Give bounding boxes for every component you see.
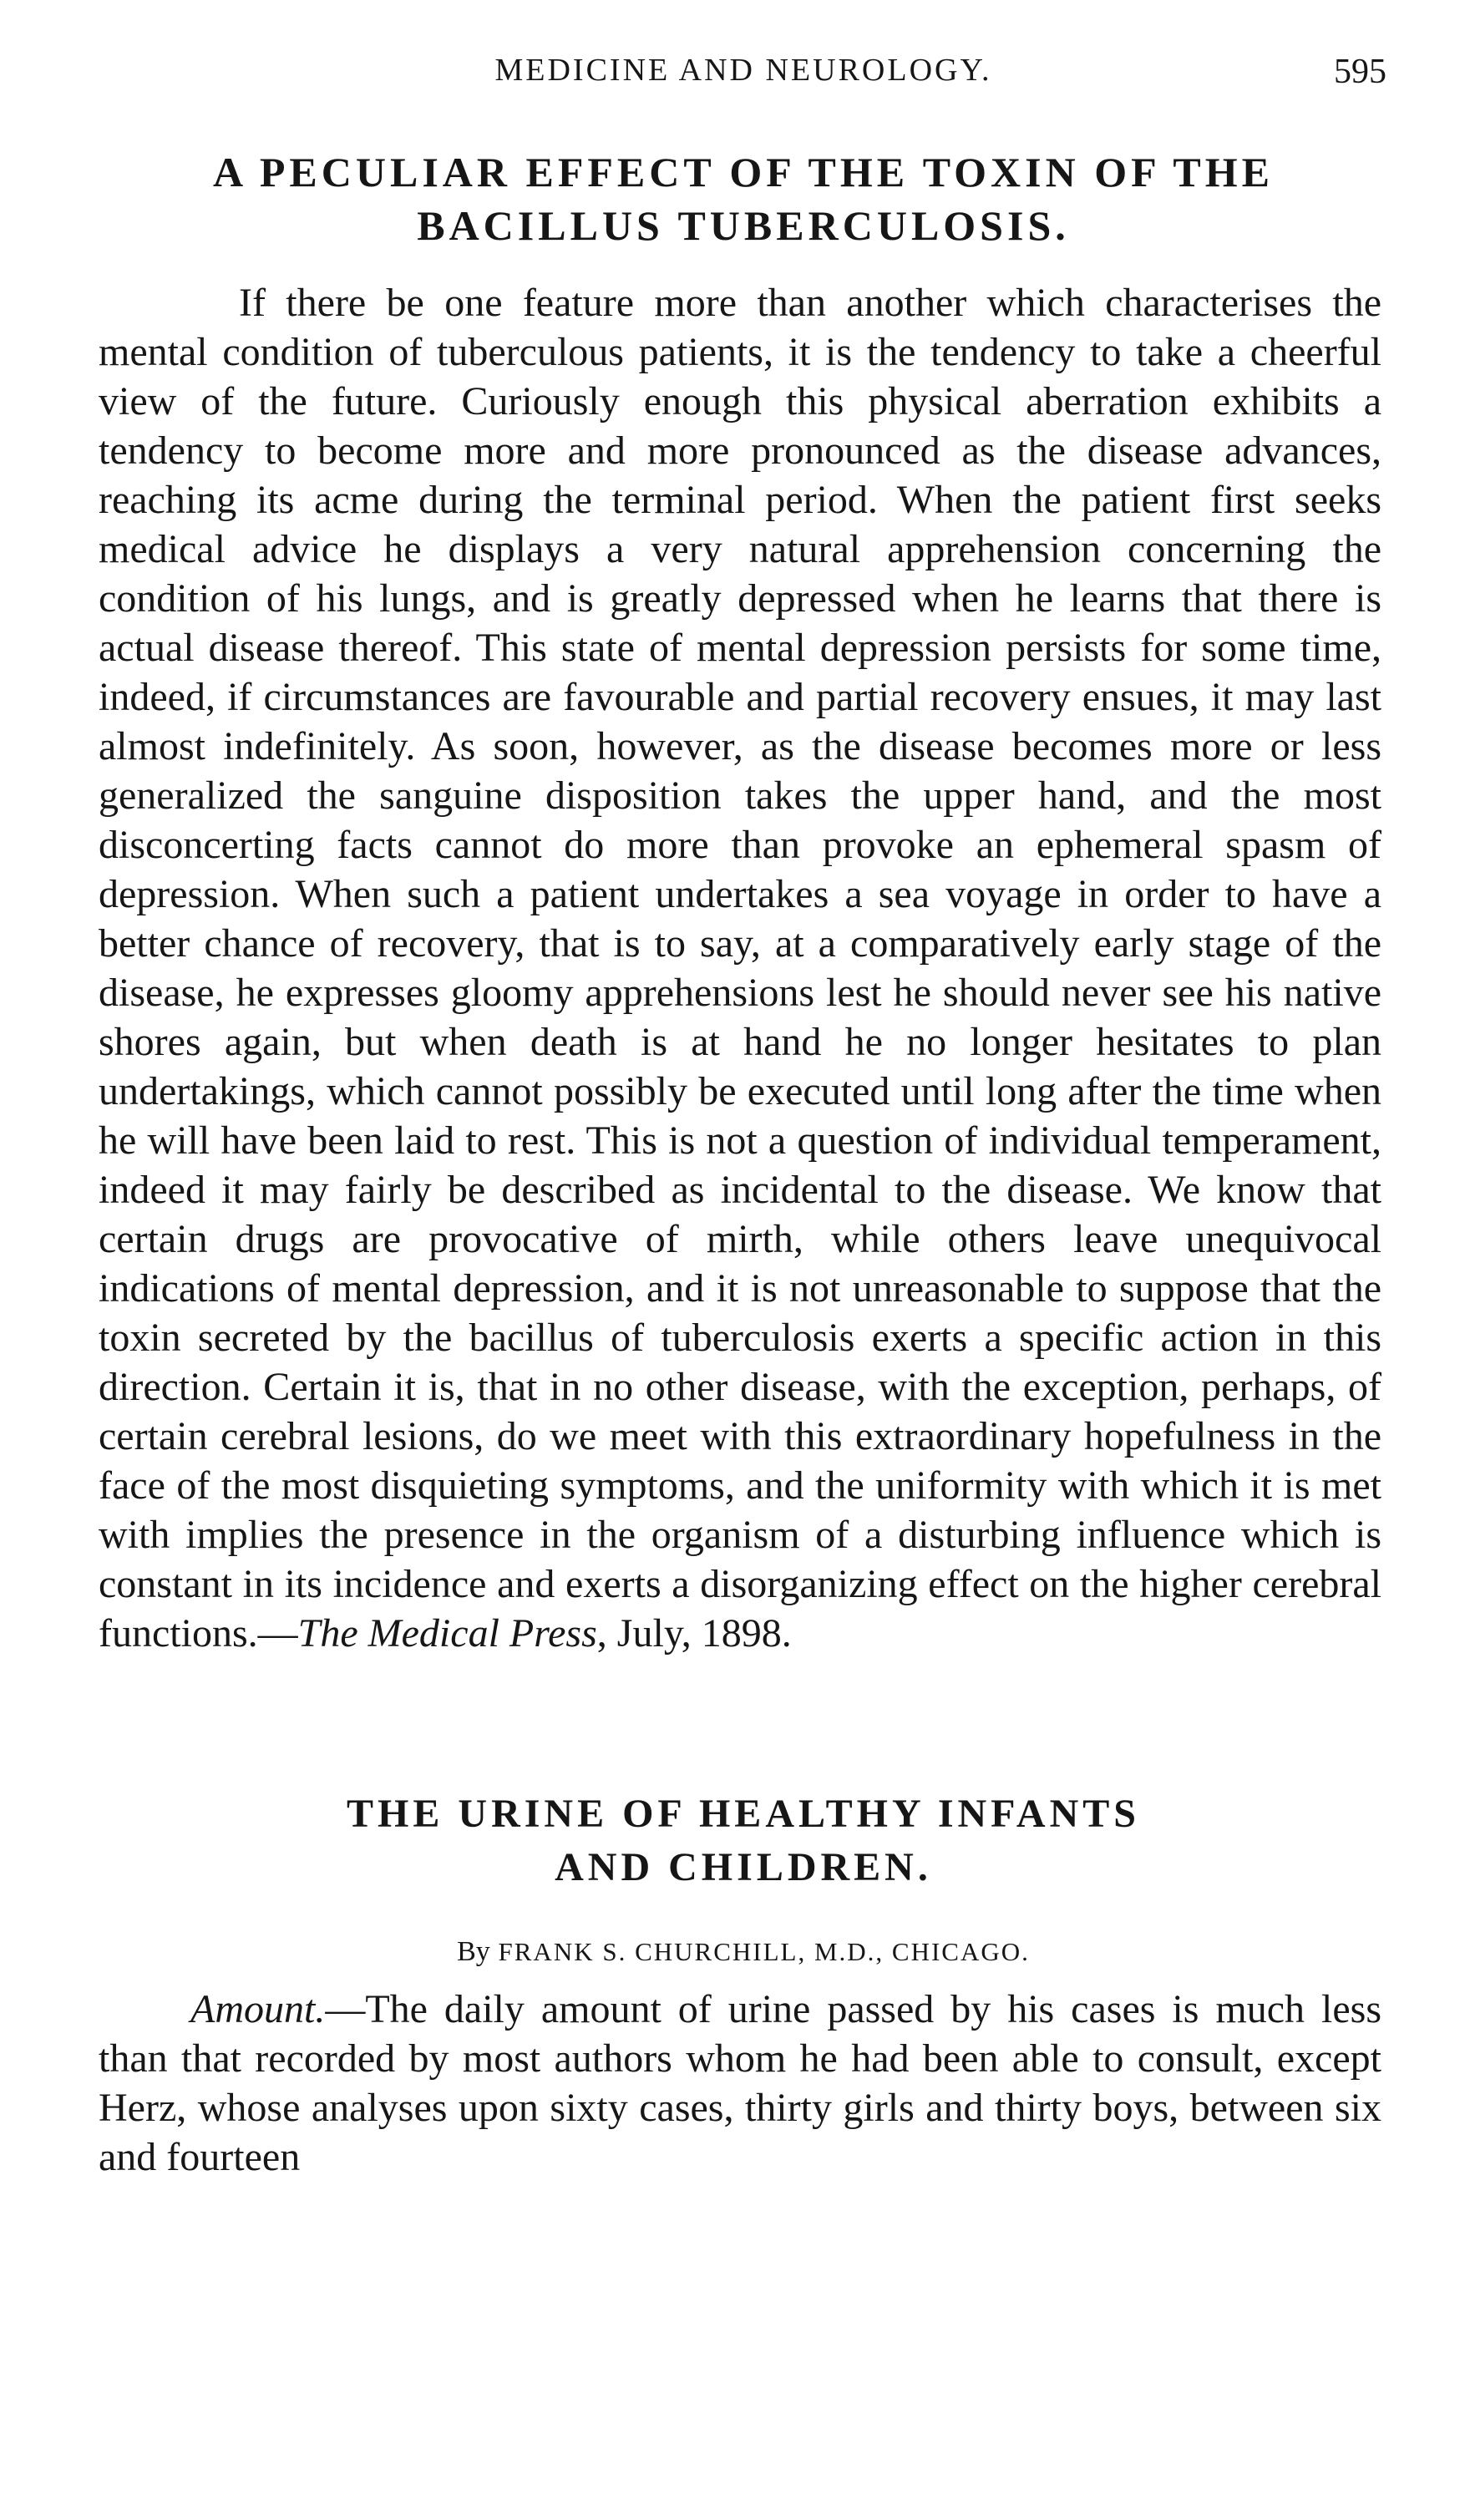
article-title-line-2: AND CHILDREN. <box>555 1845 932 1889</box>
running-head-title: MEDICINE AND NEUROLOGY. <box>494 53 992 88</box>
article-title-line-1: A PECULIAR EFFECT OF THE TOXIN OF THE <box>213 149 1274 195</box>
article-body-text: If there be one feature more than another which characterises the mental condition of tuberculous patients, it is the tendency to take a cheerful view of the future. Curiously enough this physical aberration exhibits a tendency to become more and more pronounced as the disease advances, reaching its acme during the terminal period. When the patient first seeks medical advice he displays a very natural apprehension concerning the condition of his lungs, and is greatly depressed when he learns that there is actual disease thereof. This state of mental depression persists for some time, indeed, if circumstances are favourable and partial recovery ensues, it may last almost indefinitely. As soon, however, as the disease becomes more or less generalized the sanguine disposition takes the upper hand, and the most disconcerting facts cannot do more than provoke an ephemeral spasm of depression. When such a patient undertakes a sea voyage in order to have a better chance of recovery, that is to say, at a comparatively early stage of the disease, he expresses gloomy apprehensions lest he should never see his native shores again, but when death is at hand he no longer hesitates to plan undertakings, which cannot possibly be executed until long after the time when he will have been laid to rest. This is not a question of individual temperament, indeed it may fairly be described as incidental to the disease. We know that certain drugs are provocative of mirth, while others leave unequivocal indications of mental depression, and it is not unreasonable to suppose that the toxin secreted by the bacillus of tuberculosis exerts a specific action in this direction. Certain it is, that in no other disease, with the exception, perhaps, of certain cerebral lesions, do we meet with this extraordinary hopefulness in the face of the most disquieting symptoms, and the uniformity with which it is met with implies the presence in the organism of a disturbing influence which is constant in its incidence and exerts a disorganizing effect on the higher cerebral functions.— <box>99 281 1381 1655</box>
article-body-text: —The daily amount of urine passed by his cases is much less than that recorded by most authors whom he had been able to consult, except Herz, whose analyses upon sixty cases, thirty girls and thirty boys, between six and fourteen <box>99 1987 1381 2179</box>
byline-by: By <box>457 1936 490 1967</box>
page-number: 595 <box>1334 53 1386 91</box>
article-byline <box>92 1936 1395 1968</box>
article-title-line-1: THE URINE OF HEALTHY INFANTS <box>347 1792 1140 1836</box>
article-title-line-2: BACILLUS TUBERCULOSIS. <box>417 202 1070 249</box>
citation-source: The Medical Press <box>297 1611 597 1655</box>
citation-date: , July, 1898. <box>596 1611 792 1655</box>
byline-author: FRANK S. CHURCHILL, M.D., CHICAGO. <box>498 1937 1030 1966</box>
section-label-amount: Amount. <box>190 1987 326 2031</box>
article-title-toxin <box>92 145 1395 252</box>
article-title-urine <box>92 1787 1395 1894</box>
article-body-toxin <box>99 278 1381 1658</box>
article-body-urine <box>99 1985 1381 2182</box>
running-head <box>100 52 1386 110</box>
